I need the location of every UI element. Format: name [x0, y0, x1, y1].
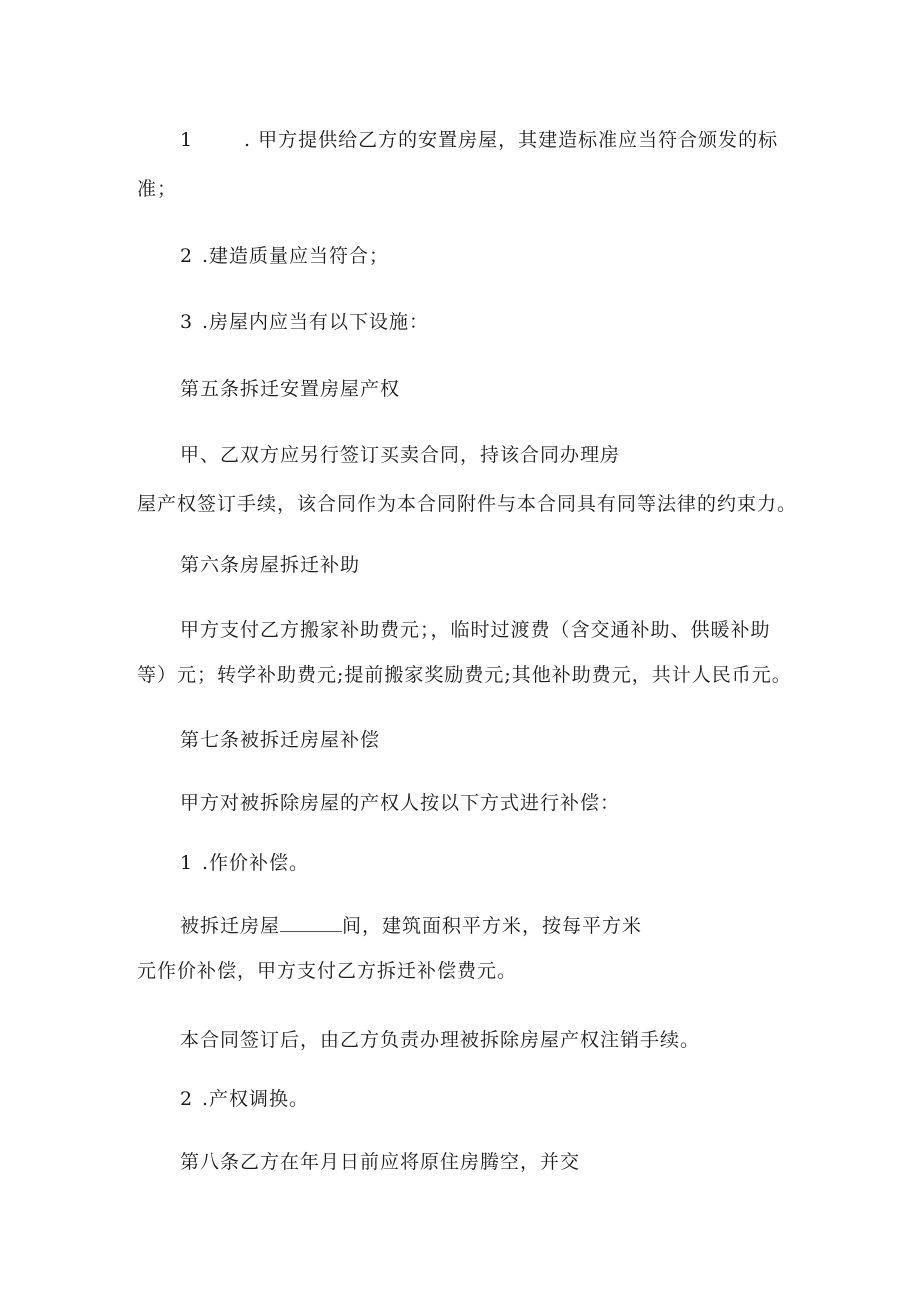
method-2 [180, 1087, 309, 1111]
compensation-line-2: 元作价补偿，甲方支付乙方拆迁补偿费元。 [137, 960, 518, 982]
clause-3 [180, 310, 429, 334]
article-8-line-1: 第八条乙方在年月日前应将原住房腾空，并交 [180, 1151, 581, 1173]
fill-in-blank [280, 913, 342, 932]
cancellation-note: 本合同签订后，由乙方负责办理被拆除房屋产权注销手续。 [180, 1029, 701, 1051]
method-1 [180, 851, 309, 875]
compensation-text-a: 被拆迁房屋 [180, 915, 281, 937]
clause-number: 1 [180, 129, 194, 151]
clause-text: . 甲方提供给乙方的安置房屋，其建造标准应当符合颁发的标 [244, 129, 779, 151]
method-text: .产权调换。 [202, 1088, 310, 1110]
method-number: 2 [180, 1088, 194, 1110]
clause-text: .建造质量应当符合； [202, 245, 390, 267]
compensation-text-b: 间，建筑面积平方米，按每平方米 [342, 915, 643, 937]
compensation-line-1 [180, 913, 642, 938]
article-5-paragraph-line-1: 甲、乙双方应另行签订买卖合同，持该合同办理房 [180, 444, 621, 466]
clause-text: .房屋内应当有以下设施： [202, 311, 430, 333]
method-number: 1 [180, 852, 194, 874]
method-text: .作价补偿。 [202, 852, 310, 874]
clause-1 [180, 128, 778, 152]
article-6-paragraph-line-2: 等）元；转学补助费元;提前搬家奖励费元;其他补助费元，共计人民币元。 [137, 664, 792, 686]
article-7-heading: 第七条被拆迁房屋补偿 [180, 729, 381, 751]
clause-2 [180, 244, 389, 268]
clause-number: 2 [180, 245, 194, 267]
article-6-heading: 第六条房屋拆迁补助 [180, 554, 361, 576]
article-6-paragraph-line-1: 甲方支付乙方搬家补助费元；，临时过渡费（含交通补助、供暖补助 [180, 619, 771, 641]
article-5-heading: 第五条拆迁安置房屋产权 [180, 378, 401, 400]
article-7-intro: 甲方对被拆除房屋的产权人按以下方式进行补偿： [180, 792, 621, 814]
clause-1-continued: 准； [137, 178, 178, 200]
article-5-paragraph-line-2: 屋产权签订手续，该合同作为本合同附件与本合同具有同等法律的约束力。 [137, 493, 798, 515]
clause-number: 3 [180, 311, 194, 333]
